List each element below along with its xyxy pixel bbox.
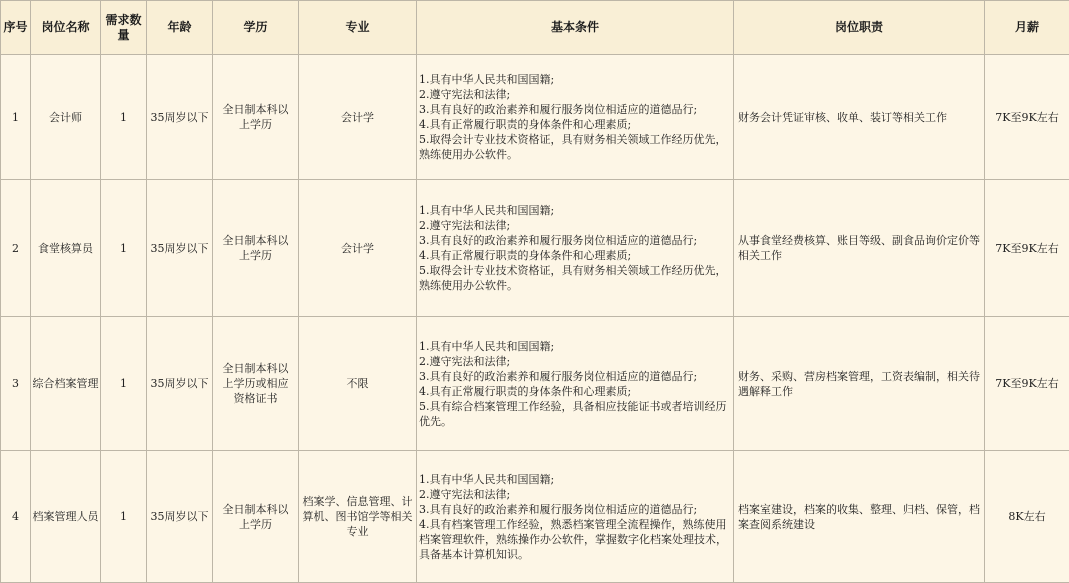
cell-requirements: 1.具有中华人民共和国国籍; 2.遵守宪法和法律; 3.具有良好的政治素养和履行服务岗位相适应的道德品行; 4.具有正常履行职责的身体条件和心理素质; 5.取得会计专业技术资格证，具有财务相关领域工作经历优先，熟练使用办公软件。 xyxy=(417,55,734,180)
cell-education: 全日制本科以上学历 xyxy=(213,55,299,180)
cell-position-name: 食堂核算员 xyxy=(31,180,101,317)
cell-position-name: 会计师 xyxy=(31,55,101,180)
cell-count: 1 xyxy=(101,180,147,317)
cell-major: 会计学 xyxy=(299,55,417,180)
cell-position-name: 综合档案管理 xyxy=(31,317,101,451)
header-position-name: 岗位名称 xyxy=(31,1,101,55)
cell-age: 35周岁以下 xyxy=(147,317,213,451)
header-education: 学历 xyxy=(213,1,299,55)
cell-education: 全日制本科以上学历 xyxy=(213,180,299,317)
cell-requirements: 1.具有中华人民共和国国籍; 2.遵守宪法和法律; 3.具有良好的政治素养和履行服务岗位相适应的道德品行; 4.具有正常履行职责的身体条件和心理素质; 5.取得会计专业技术资格证，具有财务相关领域工作经历优先，熟练使用办公软件。 xyxy=(417,180,734,317)
cell-salary: 7K至9K左右 xyxy=(985,180,1069,317)
header-salary: 月薪 xyxy=(985,1,1069,55)
cell-seq: 4 xyxy=(1,451,31,583)
cell-position-name: 档案管理人员 xyxy=(31,451,101,583)
cell-seq: 2 xyxy=(1,180,31,317)
header-count: 需求数量 xyxy=(101,1,147,55)
cell-count: 1 xyxy=(101,317,147,451)
cell-seq: 1 xyxy=(1,55,31,180)
table-row xyxy=(1,451,1069,583)
cell-education: 全日制本科以上学历 xyxy=(213,451,299,583)
cell-requirements: 1.具有中华人民共和国国籍; 2.遵守宪法和法律; 3.具有良好的政治素养和履行服务岗位相适应的道德品行; 4.具有正常履行职责的身体条件和心理素质; 5.具有综合档案管理工作经验，具备相应技能证书或者培训经历优先。 xyxy=(417,317,734,451)
table-row xyxy=(1,180,1069,317)
cell-count: 1 xyxy=(101,451,147,583)
header-row xyxy=(1,1,1069,55)
header-duties: 岗位职责 xyxy=(734,1,985,55)
cell-major: 会计学 xyxy=(299,180,417,317)
cell-age: 35周岁以下 xyxy=(147,180,213,317)
cell-education: 全日制本科以上学历或相应资格证书 xyxy=(213,317,299,451)
header-requirements: 基本条件 xyxy=(417,1,734,55)
header-age: 年龄 xyxy=(147,1,213,55)
cell-salary: 7K至9K左右 xyxy=(985,317,1069,451)
header-major: 专业 xyxy=(299,1,417,55)
cell-age: 35周岁以下 xyxy=(147,55,213,180)
cell-salary: 7K至9K左右 xyxy=(985,55,1069,180)
cell-count: 1 xyxy=(101,55,147,180)
cell-requirements: 1.具有中华人民共和国国籍; 2.遵守宪法和法律; 3.具有良好的政治素养和履行服务岗位相适应的道德品行; 4.具有档案管理工作经验，熟悉档案管理全流程操作，熟练使用档案管理软件，熟练操作办公软件，掌握数字化档案处理技术，具备基本计算机知识。 xyxy=(417,451,734,583)
cell-major: 不限 xyxy=(299,317,417,451)
cell-age: 35周岁以下 xyxy=(147,451,213,583)
header-seq: 序号 xyxy=(1,1,31,55)
cell-seq: 3 xyxy=(1,317,31,451)
cell-major: 档案学、信息管理、计算机、图书馆学等相关专业 xyxy=(299,451,417,583)
table-row xyxy=(1,317,1069,451)
table-row xyxy=(1,55,1069,180)
cell-duties: 从事食堂经费核算、账目等级、副食品询价定价等相关工作 xyxy=(734,180,985,317)
cell-duties: 档案室建设，档案的收集、整理、归档、保管，档案查阅系统建设 xyxy=(734,451,985,583)
cell-duties: 财务、采购、营房档案管理，工资表编制，相关待遇解释工作 xyxy=(734,317,985,451)
cell-duties: 财务会计凭证审核、收单、装订等相关工作 xyxy=(734,55,985,180)
cell-salary: 8K左右 xyxy=(985,451,1069,583)
